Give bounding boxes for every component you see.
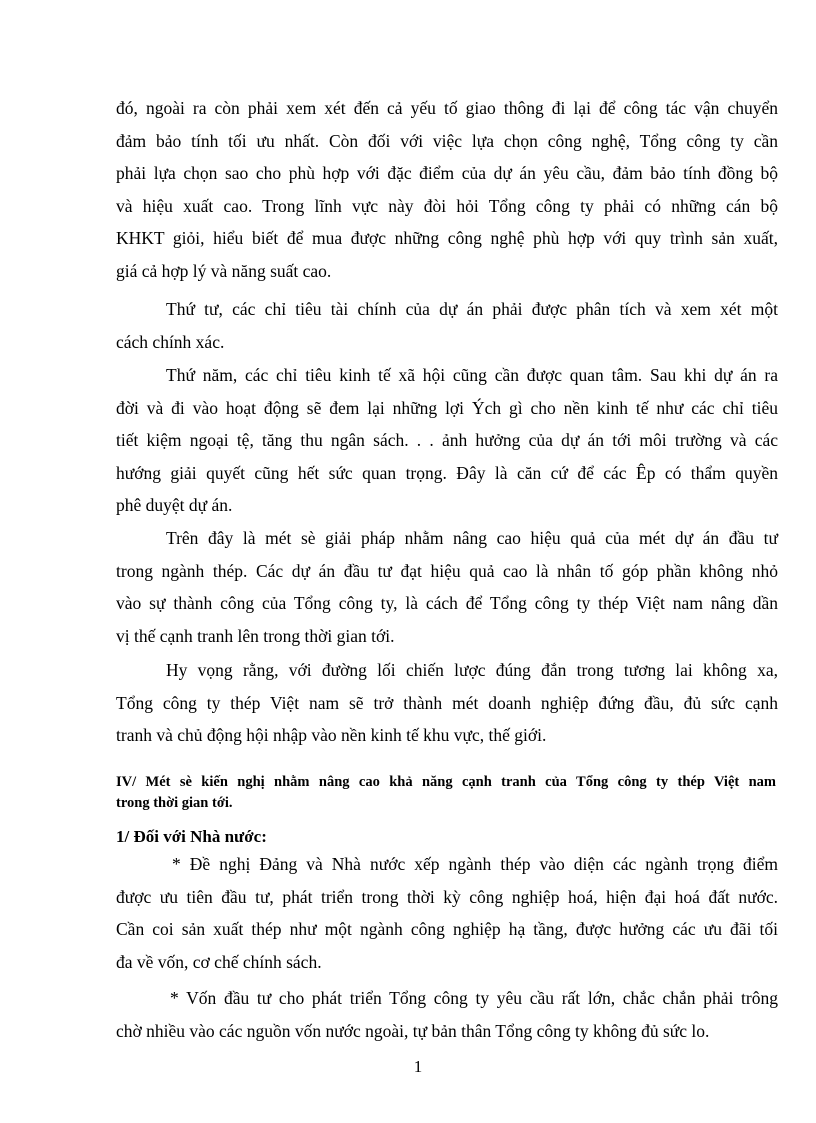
text-line: Tổng công ty thép Việt nam sẽ trở thành mét doanh nghiệp đứng đầu, đủ sức cạnh [116, 692, 778, 713]
page-number: 1 [413, 1057, 423, 1076]
text-line: Thứ năm, các chỉ tiêu kinh tế xã hội cũng cần được quan tâm. Sau khi dự án ra [166, 365, 778, 385]
text-line: chờ nhiều vào các nguồn vốn nước ngoài, tự bản thân Tổng công ty không đủ sức lo. [116, 1020, 710, 1041]
subheading-state: 1/ Đối với Nhà nước: [116, 827, 267, 846]
text-line: Cần coi sản xuất thép như một ngành công nghiệp hạ tầng, được hưởng các ưu đãi tối [116, 919, 778, 939]
paragraph-financial-criteria [116, 293, 778, 358]
paragraph-summary [116, 522, 778, 652]
text-line: đời và đi vào hoạt động sẽ đem lại những lợi Ých gì cho nền kinh tế như các chỉ tiêu [116, 397, 778, 418]
text-line: cách chính xác. [116, 331, 225, 352]
text-line: và hiệu xuất cao. Trong lĩnh vực này đòi hỏi Tổng công ty phải có những cán bộ [116, 195, 778, 216]
paragraph-transport-technology [116, 92, 778, 287]
text-line: đó, ngoài ra còn phải xem xét đến cả yếu tố giao thông đi lại để công tác vận chuyển [116, 98, 778, 118]
text-line: * Vốn đầu tư cho phát triển Tổng công ty yêu cầu rất lớn, chắc chắn phải trông [170, 988, 778, 1008]
text-line: đa về vốn, cơ chế chính sách. [116, 951, 322, 972]
text-line: KHKT giỏi, hiểu biết để mua được những công nghệ phù hợp với quy trình sản xuất, [116, 228, 778, 248]
heading-line: trong thời gian tới. [116, 795, 233, 811]
text-line: phê duyệt dự án. [116, 495, 233, 515]
text-line: trong ngành thép. Các dự án đầu tư đạt hiệu quả cao là nhân tố góp phần không nhỏ [116, 560, 778, 581]
text-line: vị thế cạnh tranh lên trong thời gian tới. [116, 625, 395, 646]
text-line: Trên đây là mét sè giải pháp nhằm nâng cao hiệu quả của mét dự án đầu tư [166, 528, 778, 548]
text-line: * Đề nghị Đảng và Nhà nước xếp ngành thép vào diện các ngành trọng điểm [172, 854, 778, 874]
paragraph-socioeconomic-criteria [116, 359, 778, 522]
section-heading [116, 772, 776, 814]
text-line: hướng giải quyết cũng hết sức quan trọng. Đây là căn cứ để các Êp có thẩm quyền [116, 462, 778, 483]
text-line: tiết kiệm ngoại tệ, tăng thu ngân sách. . . ảnh hưởng của dự án tới môi trường và các [116, 430, 778, 450]
text-line: được ưu tiên đầu tư, phát triển trong thời kỳ công nghiệp hoá, hiện đại hoá đất nước. [116, 886, 778, 907]
paragraph-outlook [116, 654, 778, 752]
text-line: đảm bảo tính tối ưu nhất. Còn đối với việc lựa chọn công nghệ, Tổng công ty cần [116, 130, 778, 151]
bullet-priority-sector [116, 848, 778, 978]
text-line: Thứ tư, các chỉ tiêu tài chính của dự án phải được phân tích và xem xét một [166, 299, 778, 319]
bullet-investment-capital [116, 982, 778, 1047]
text-line: giá cả hợp lý và năng suất cao. [116, 260, 332, 281]
text-line: tranh và chủ động hội nhập vào nền kinh tế khu vực, thế giới. [116, 725, 547, 745]
heading-line: IV/ Mét sè kiến nghị nhằm nâng cao khả năng cạnh tranh của Tổng công ty thép Việt nam [116, 774, 776, 790]
text-line: vào sự thành công của Tổng công ty, là cách để Tổng công ty thép Việt nam nâng dần [116, 593, 778, 613]
text-line: Hy vọng rằng, với đường lối chiến lược đúng đắn trong tương lai không xa, [166, 660, 778, 680]
text-line: phải lựa chọn sao cho phù hợp với đặc điểm của dự án yêu cầu, đảm bảo tính đồng bộ [116, 163, 778, 183]
